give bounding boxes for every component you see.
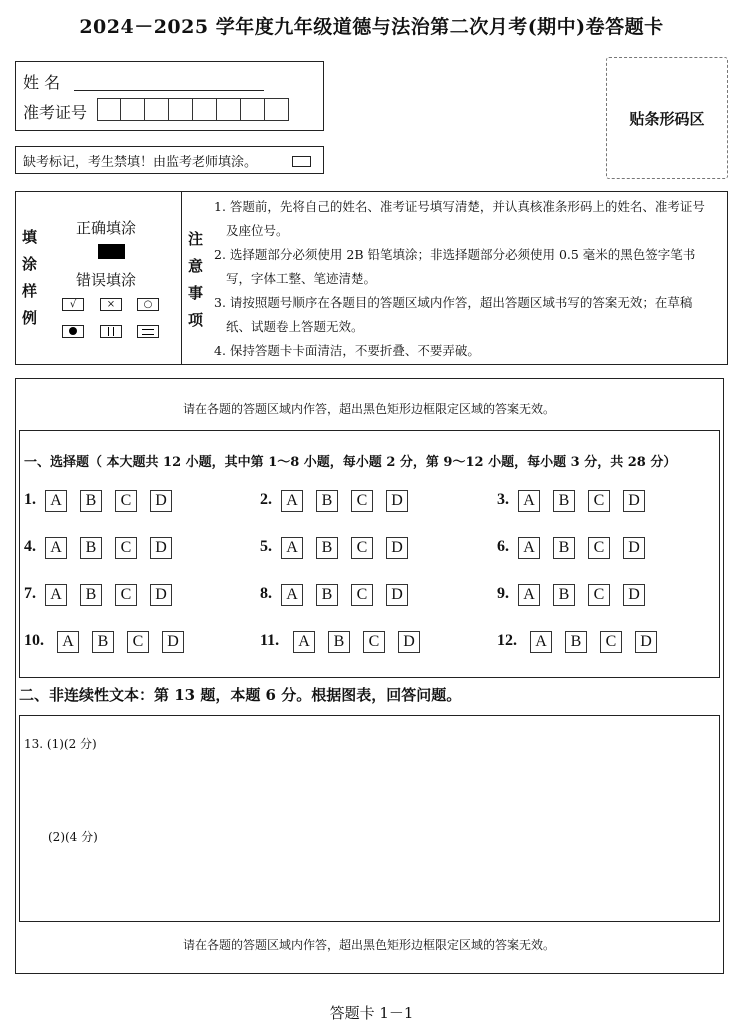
option-c-bubble[interactable]: C bbox=[363, 631, 385, 653]
page-footer: 答题卡 1－1 bbox=[329, 1004, 414, 1022]
notes-list bbox=[214, 195, 705, 363]
option-d-bubble[interactable]: D bbox=[150, 584, 172, 606]
correct-fill-mark bbox=[98, 244, 125, 259]
option-b-bubble[interactable]: B bbox=[80, 537, 102, 559]
q13-part1-label: 13. (1)(2 分) bbox=[24, 737, 97, 751]
question-number: 1. bbox=[24, 491, 36, 508]
question-number: 7. bbox=[24, 585, 36, 602]
option-d-bubble[interactable]: D bbox=[386, 584, 408, 606]
question-number: 5. bbox=[260, 538, 272, 555]
page-title: 2024－2025 学年度九年级道德与法治第二次月考(期中)卷答题卡 bbox=[79, 16, 664, 38]
check-mark-icon: √ bbox=[62, 298, 84, 311]
option-b-bubble[interactable]: B bbox=[316, 537, 338, 559]
option-a-bubble[interactable]: A bbox=[518, 584, 540, 606]
section1-title: 一、选择题（ 本大题共 12 小题，其中第 1～8 小题，每小题 2 分，第 9～12 小题，每小题 3 分，共 28 分） bbox=[24, 455, 677, 470]
answer-notice-top: 请在各题的答题区域内作答，超出黑色矩形边框限定区域的答案无效。 bbox=[182, 402, 555, 416]
exam-id-cell[interactable] bbox=[265, 98, 289, 121]
note-line: 2. 选择题部分必须使用 2B 铅笔填涂；非选择题部分必须使用 0.5 毫米的黑色签字笔书 bbox=[214, 247, 696, 262]
exam-id-label: 准考证号 bbox=[23, 103, 88, 122]
note-line: 1. 答题前，先将自己的姓名、准考证号填写清楚，并认真核准条形码上的姓名、准考证号 bbox=[214, 199, 705, 214]
circle-mark-icon: ○ bbox=[137, 298, 159, 311]
option-a-bubble[interactable]: A bbox=[281, 584, 303, 606]
option-c-bubble[interactable]: C bbox=[588, 537, 610, 559]
option-c-bubble[interactable]: C bbox=[115, 584, 137, 606]
option-b-bubble[interactable]: B bbox=[316, 584, 338, 606]
answer-notice-bottom: 请在各题的答题区域内作答，超出黑色矩形边框限定区域的答案无效。 bbox=[182, 938, 555, 952]
divider bbox=[181, 192, 182, 364]
name-field[interactable] bbox=[74, 90, 264, 91]
note-line: 纸、试题卷上答题无效。 bbox=[226, 319, 364, 334]
exam-id-cell[interactable] bbox=[217, 98, 241, 121]
question-number: 2. bbox=[260, 491, 272, 508]
absent-text: 缺考标记，考生禁填！由监考老师填涂。 bbox=[23, 155, 258, 170]
exam-id-cell[interactable] bbox=[121, 98, 145, 121]
question-number: 12. bbox=[497, 632, 517, 649]
option-c-bubble[interactable]: C bbox=[600, 631, 622, 653]
fill-sample-label: 填 涂 样 例 bbox=[22, 228, 38, 327]
note-line: 3. 请按照题号顺序在各题目的答题区域内作答，超出答题区域书写的答案无效；在草稿 bbox=[214, 295, 693, 310]
option-b-bubble[interactable]: B bbox=[316, 490, 338, 512]
option-d-bubble[interactable]: D bbox=[386, 490, 408, 512]
option-a-bubble[interactable]: A bbox=[281, 537, 303, 559]
cross-mark-icon: × bbox=[100, 298, 122, 311]
question-number: 6. bbox=[497, 538, 509, 555]
absent-checkbox[interactable] bbox=[292, 156, 311, 167]
option-b-bubble[interactable]: B bbox=[553, 584, 575, 606]
q13-answer-area[interactable] bbox=[19, 715, 720, 922]
question-number: 10. bbox=[24, 632, 44, 649]
choice-section bbox=[19, 430, 720, 678]
option-a-bubble[interactable]: A bbox=[57, 631, 79, 653]
option-c-bubble[interactable]: C bbox=[588, 490, 610, 512]
option-c-bubble[interactable]: C bbox=[115, 537, 137, 559]
note-line: 及座位号。 bbox=[226, 223, 289, 238]
absent-mark-box bbox=[15, 146, 324, 174]
correct-fill-label: 正确填涂 bbox=[76, 219, 137, 237]
option-d-bubble[interactable]: D bbox=[150, 490, 172, 512]
name-label: 姓 名 bbox=[23, 73, 61, 92]
option-a-bubble[interactable]: A bbox=[518, 490, 540, 512]
option-c-bubble[interactable]: C bbox=[351, 584, 373, 606]
question-number: 8. bbox=[260, 585, 272, 602]
barcode-area bbox=[606, 57, 728, 179]
option-d-bubble[interactable]: D bbox=[623, 490, 645, 512]
option-d-bubble[interactable]: D bbox=[635, 631, 657, 653]
option-b-bubble[interactable]: B bbox=[553, 490, 575, 512]
option-c-bubble[interactable]: C bbox=[127, 631, 149, 653]
option-c-bubble[interactable]: C bbox=[115, 490, 137, 512]
option-d-bubble[interactable]: D bbox=[150, 537, 172, 559]
option-b-bubble[interactable]: B bbox=[92, 631, 114, 653]
wrong-fill-label: 错误填涂 bbox=[76, 271, 137, 289]
option-a-bubble[interactable]: A bbox=[45, 537, 67, 559]
section2-title: 二、非连续性文本：第 13 题，本题 6 分。根据图表，回答问题。 bbox=[19, 686, 462, 704]
option-a-bubble[interactable]: A bbox=[281, 490, 303, 512]
option-b-bubble[interactable]: B bbox=[553, 537, 575, 559]
option-b-bubble[interactable]: B bbox=[80, 490, 102, 512]
exam-id-cell[interactable] bbox=[193, 98, 217, 121]
option-a-bubble[interactable]: A bbox=[45, 584, 67, 606]
exam-id-cell[interactable] bbox=[145, 98, 169, 121]
q13-part2-label: (2)(4 分) bbox=[48, 830, 98, 844]
question-number: 11. bbox=[260, 632, 280, 649]
bar-mark-icon bbox=[100, 325, 122, 338]
option-c-bubble[interactable]: C bbox=[351, 537, 373, 559]
option-b-bubble[interactable]: B bbox=[565, 631, 587, 653]
option-d-bubble[interactable]: D bbox=[162, 631, 184, 653]
option-a-bubble[interactable]: A bbox=[530, 631, 552, 653]
option-a-bubble[interactable]: A bbox=[45, 490, 67, 512]
option-c-bubble[interactable]: C bbox=[351, 490, 373, 512]
note-line: 4. 保持答题卡卡面清洁，不要折叠、不要弄破。 bbox=[214, 343, 480, 358]
instructions-box bbox=[15, 191, 728, 365]
option-d-bubble[interactable]: D bbox=[623, 537, 645, 559]
dash-mark-icon bbox=[137, 325, 159, 338]
answer-frame bbox=[15, 378, 724, 974]
exam-id-cell[interactable] bbox=[241, 98, 265, 121]
question-number: 3. bbox=[497, 491, 509, 508]
question-number: 4. bbox=[24, 538, 36, 555]
option-b-bubble[interactable]: B bbox=[80, 584, 102, 606]
note-line: 写，字体工整、笔迹清楚。 bbox=[226, 271, 377, 286]
option-b-bubble[interactable]: B bbox=[328, 631, 350, 653]
exam-id-cells[interactable] bbox=[97, 98, 289, 121]
exam-id-cell[interactable] bbox=[97, 98, 121, 121]
option-a-bubble[interactable]: A bbox=[293, 631, 315, 653]
option-c-bubble[interactable]: C bbox=[588, 584, 610, 606]
exam-id-cell[interactable] bbox=[169, 98, 193, 121]
notes-side-label: 注 意 事 项 bbox=[188, 230, 204, 329]
student-info-box bbox=[15, 61, 324, 131]
option-d-bubble[interactable]: D bbox=[623, 584, 645, 606]
option-d-bubble[interactable]: D bbox=[386, 537, 408, 559]
option-d-bubble[interactable]: D bbox=[398, 631, 420, 653]
option-a-bubble[interactable]: A bbox=[518, 537, 540, 559]
barcode-label: 贴条形码区 bbox=[629, 110, 705, 128]
question-number: 9. bbox=[497, 585, 509, 602]
dot-mark-icon bbox=[62, 325, 84, 338]
